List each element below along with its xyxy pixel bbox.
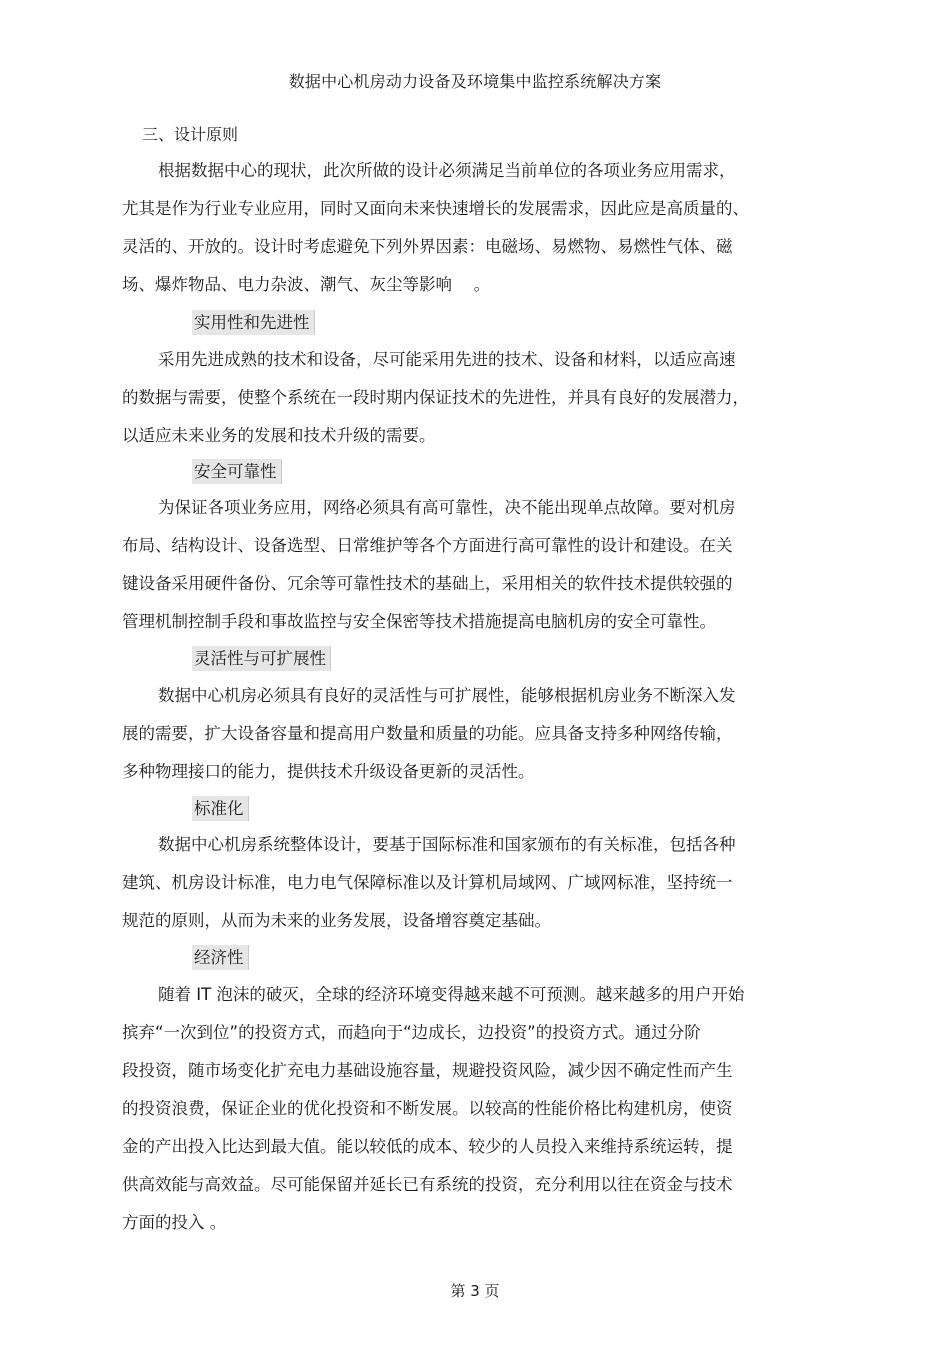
paragraph-line: 多种物理接口的能力，提供技术升级设备更新的灵活性。 xyxy=(122,762,535,781)
paragraph-line: 金的产出投入比达到最大值。能以较低的成本、较少的人员投入来维持系统运转，提 xyxy=(122,1137,733,1156)
paragraph-line: 段投资，随市场变化扩充电力基础设施容量，规避投资风险，减少因不确定性而产生 xyxy=(122,1061,733,1080)
paragraph-line: 建筑、机房设计标准，电力电气保障标准以及计算机局域网、广域网标准，坚持统一 xyxy=(122,873,733,892)
page-header-title: 数据中心机房动力设备及环境集中监控系统解决方案 xyxy=(288,72,662,91)
paragraph-line: 尤其是作为行业专业应用，同时又面向未来快速增长的发展需求，因此应是高质量的、 xyxy=(122,199,749,218)
paragraph-line: 场、爆炸物品、电力杂波、潮气、灰尘等影响 。 xyxy=(122,275,491,294)
paragraph-line: 数据中心机房必须具有良好的灵活性与可扩展性，能够根据机房业务不断深入发 xyxy=(158,686,736,705)
paragraph-standardization xyxy=(122,826,812,940)
paragraph-line: 为保证各项业务应用，网络必须具有高可靠性，决不能出现单点故障。要对机房 xyxy=(158,498,736,517)
paragraph-line: 根据数据中心的现状，此次所做的设计必须满足当前单位的各项业务应用需求， xyxy=(158,161,736,180)
paragraph-line: 供高效能与高效益。尽可能保留并延长已有系统的投资，充分利用以往在资金与技术 xyxy=(122,1175,733,1194)
paragraph-line: 的数据与需要，使整个系统在一段时期内保证技术的先进性，并具有良好的发展潜力， xyxy=(122,388,749,407)
paragraph-practicality xyxy=(122,341,812,455)
section-title: 三、设计原则 xyxy=(142,125,239,144)
paragraph-line: 数据中心机房系统整体设计，要基于国际标准和国家颁布的有关标准，包括各种 xyxy=(158,835,736,854)
paragraph-line: 展的需要，扩大设备容量和提高用户数量和质量的功能。应具备支持多种网络传输， xyxy=(122,724,733,743)
intro-paragraph xyxy=(122,152,812,304)
page-number: 第 3 页 xyxy=(450,1282,500,1300)
paragraph-line: 随着 IT 泡沫的破灭，全球的经济环境变得越来越不可预测。越来越多的用户开始 xyxy=(158,985,745,1004)
paragraph-line: 的投资浪费，保证企业的优化投资和不断发展。以较高的性能价格比构建机房，使资 xyxy=(122,1099,733,1118)
paragraph-line: 以适应未来业务的发展和技术升级的需要。 xyxy=(122,426,436,445)
paragraph-line: 管理机制控制手段和事故监控与安全保密等技术措施提高电脑机房的安全可靠性。 xyxy=(122,612,716,631)
subheading-practicality: 实用性和先进性 xyxy=(192,310,315,335)
subheading-economy: 经济性 xyxy=(192,945,249,970)
paragraph-line: 灵活的、开放的。设计时考虑避免下列外界因素：电磁场、易燃物、易燃性气体、磁 xyxy=(122,237,733,256)
paragraph-line: 方面的投入 。 xyxy=(122,1213,227,1232)
subheading-standardization: 标准化 xyxy=(192,796,249,821)
paragraph-line: 规范的原则，从而为未来的业务发展，设备增容奠定基础。 xyxy=(122,911,551,930)
subheading-reliability: 安全可靠性 xyxy=(192,459,282,484)
subheading-scalability: 灵活性与可扩展性 xyxy=(192,646,331,671)
paragraph-line: 摈弃“一次到位”的投资方式，而趋向于“边成长，边投资”的投资方式。通过分阶 xyxy=(122,1023,701,1042)
paragraph-reliability xyxy=(122,489,812,641)
paragraph-line: 采用先进成熟的技术和设备，尽可能采用先进的技术、设备和材料，以适应高速 xyxy=(158,350,736,369)
paragraph-economy xyxy=(122,976,812,1242)
paragraph-line: 键设备采用硬件备份、冗余等可靠性技术的基础上，采用相关的软件技术提供较强的 xyxy=(122,574,733,593)
paragraph-line: 布局、结构设计、设备选型、日常维护等各个方面进行高可靠性的设计和建设。在关 xyxy=(122,536,733,555)
paragraph-scalability xyxy=(122,677,812,791)
